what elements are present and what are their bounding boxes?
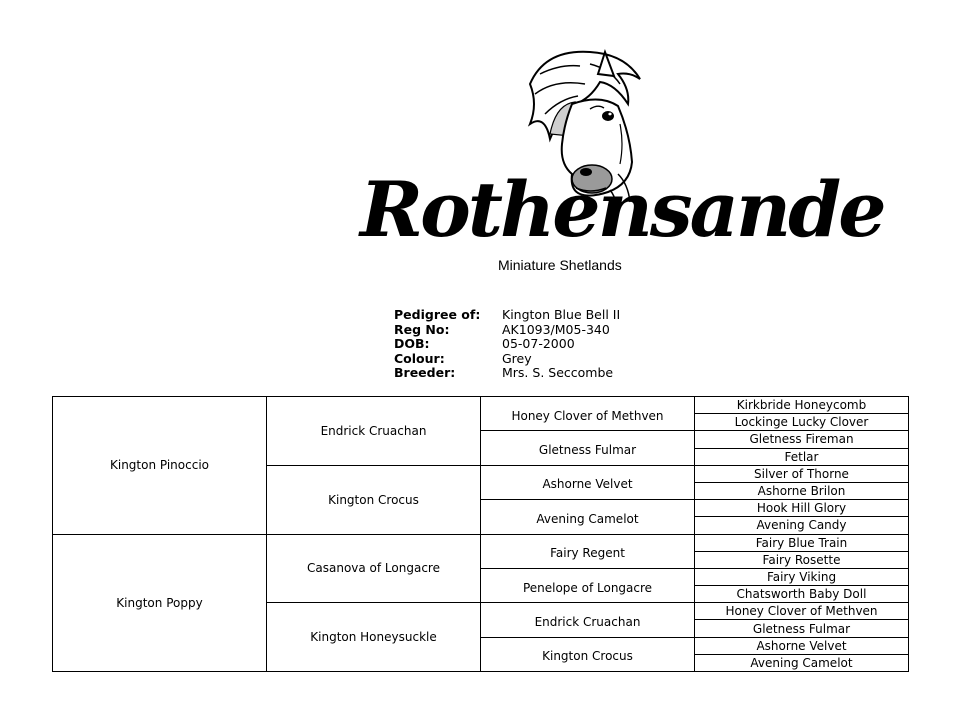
great-great-grandparent-cell: Hook Hill Glory <box>695 500 909 517</box>
pedigree-details <box>394 308 620 381</box>
detail-row <box>394 308 620 323</box>
detail-row <box>394 337 620 352</box>
detail-value: Kington Blue Bell II <box>502 307 621 322</box>
detail-row <box>394 323 620 338</box>
great-great-grandparent-cell: Gletness Fireman <box>695 431 909 448</box>
great-great-grandparent-cell: Chatsworth Baby Doll <box>695 586 909 603</box>
great-grandparent-cell: Honey Clover of Methven <box>481 397 695 431</box>
great-great-grandparent-cell: Fairy Rosette <box>695 551 909 568</box>
great-great-grandparent-cell: Honey Clover of Methven <box>695 603 909 620</box>
detail-label: Reg No: <box>394 321 450 337</box>
great-grandparent-cell: Kington Crocus <box>481 637 695 671</box>
great-great-grandparent-cell: Avening Camelot <box>695 654 909 671</box>
detail-value: AK1093/M05-340 <box>502 321 610 337</box>
detail-row <box>394 366 620 381</box>
grandparent-cell: Kington Honeysuckle <box>267 603 481 672</box>
great-great-grandparent-cell: Ashorne Velvet <box>695 637 909 654</box>
great-great-grandparent-cell: Gletness Fulmar <box>695 620 909 637</box>
great-grandparent-cell: Gletness Fulmar <box>481 431 695 465</box>
detail-row <box>394 352 620 367</box>
great-great-grandparent-cell: Lockinge Lucky Clover <box>695 414 909 431</box>
great-great-grandparent-cell: Fetlar <box>695 448 909 465</box>
great-great-grandparent-cell: Kirkbride Honeycomb <box>695 397 909 414</box>
pedigree-table <box>52 396 909 672</box>
great-grandparent-cell: Fairy Regent <box>481 534 695 568</box>
detail-label: Colour: <box>394 350 445 366</box>
brand-name: Rothensande <box>360 165 884 254</box>
great-grandparent-cell: Endrick Cruachan <box>481 603 695 637</box>
brand-tagline: Miniature Shetlands <box>498 257 622 273</box>
grandparent-cell: Endrick Cruachan <box>267 397 481 466</box>
great-grandparent-cell: Penelope of Longacre <box>481 568 695 602</box>
detail-value: 05-07-2000 <box>502 336 575 351</box>
detail-label: DOB: <box>394 336 430 351</box>
detail-label: Breeder: <box>394 365 456 380</box>
great-great-grandparent-cell: Silver of Thorne <box>695 465 909 482</box>
great-great-grandparent-cell: Fairy Blue Train <box>695 534 909 551</box>
parent-cell: Kington Poppy <box>53 534 267 672</box>
great-great-grandparent-cell: Fairy Viking <box>695 568 909 585</box>
great-great-grandparent-cell: Avening Candy <box>695 517 909 534</box>
detail-value: Grey <box>502 350 532 366</box>
grandparent-cell: Casanova of Longacre <box>267 534 481 603</box>
detail-label: Pedigree of: <box>394 307 481 322</box>
great-grandparent-cell: Avening Camelot <box>481 500 695 534</box>
rothensande-logo <box>360 44 884 280</box>
grandparent-cell: Kington Crocus <box>267 465 481 534</box>
detail-value: Mrs. S. Seccombe <box>502 365 614 380</box>
parent-cell: Kington Pinoccio <box>53 397 267 535</box>
great-great-grandparent-cell: Ashorne Brilon <box>695 482 909 499</box>
great-grandparent-cell: Ashorne Velvet <box>481 465 695 499</box>
